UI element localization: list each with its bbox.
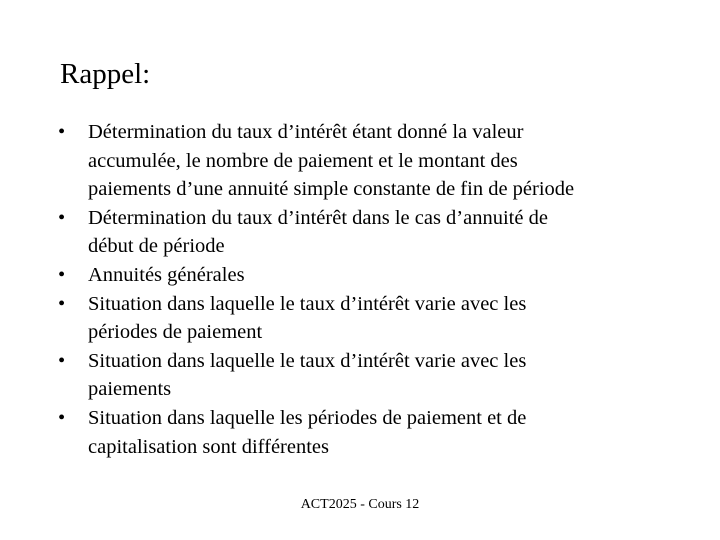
bullet-text-line: paiements	[88, 378, 172, 401]
bullet-icon: •	[58, 292, 66, 315]
bullet-item	[58, 347, 698, 404]
bullet-icon: •	[58, 121, 66, 143]
bullet-list	[58, 118, 698, 461]
bullet-item	[58, 118, 698, 204]
bullet-item	[58, 204, 698, 261]
bullet-icon: •	[58, 206, 66, 229]
bullet-text-line: capitalisation sont différentes	[88, 435, 329, 458]
slide-title: Rappel:	[60, 58, 151, 90]
bullet-text-line: Détermination du taux d’intérêt étant donné la valeur	[88, 121, 524, 143]
bullet-item	[58, 290, 698, 347]
bullet-text-line: Détermination du taux d’intérêt dans le cas d’annuité de	[88, 206, 548, 229]
bullet-text-line: Situation dans laquelle le taux d’intérêt varie avec les	[88, 349, 527, 372]
bullet-text-line: périodes de paiement	[88, 321, 263, 344]
bullet-text-line: paiements d’une annuité simple constante de fin de période	[88, 178, 575, 201]
slide-footer: ACT2025 - Cours 12	[300, 497, 420, 512]
bullet-text-line: Situation dans laquelle le taux d’intérêt varie avec les	[88, 292, 527, 315]
bullet-item	[58, 404, 698, 461]
bullet-item	[58, 261, 698, 290]
bullet-icon: •	[58, 263, 66, 286]
bullet-text-line: accumulée, le nombre de paiement et le montant des	[88, 149, 518, 172]
bullet-text-line: Annuités générales	[88, 263, 245, 286]
bullet-text-line: début de période	[88, 235, 225, 258]
bullet-icon: •	[58, 406, 66, 429]
bullet-icon: •	[58, 349, 66, 372]
bullet-text-line: Situation dans laquelle les périodes de paiement et de	[88, 406, 527, 429]
